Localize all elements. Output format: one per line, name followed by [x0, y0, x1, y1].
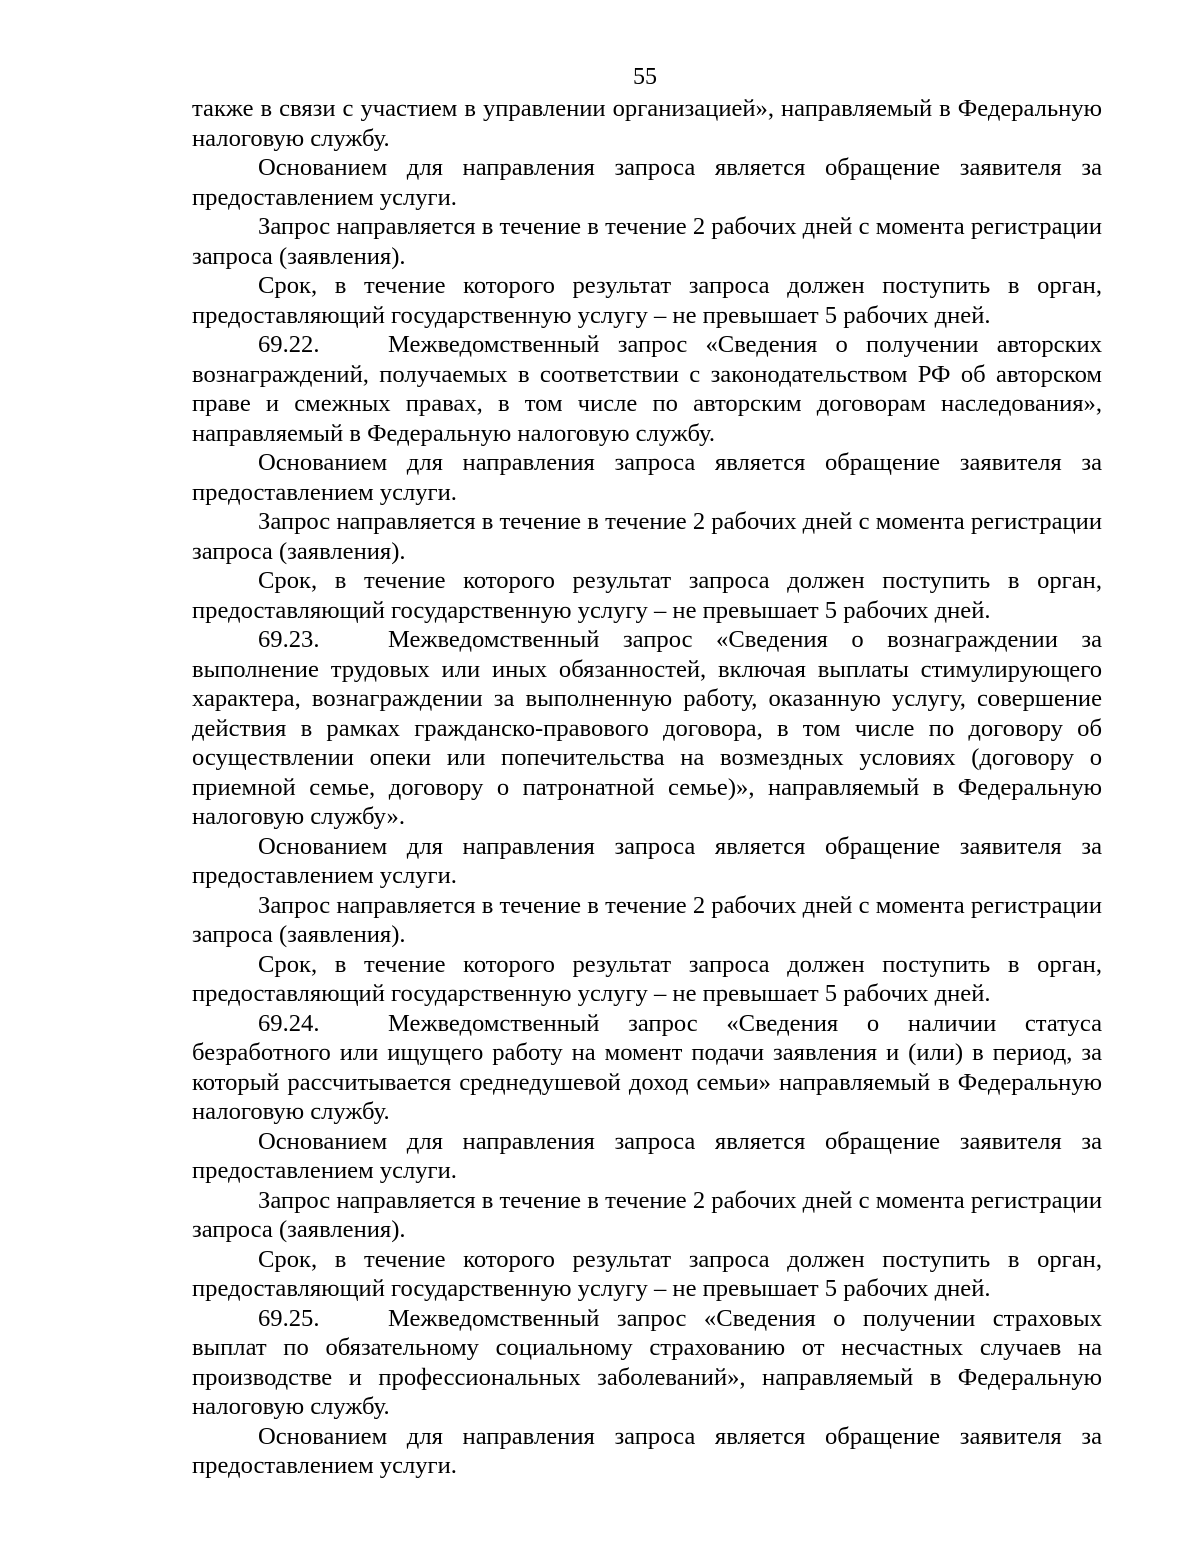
paragraph: Запрос направляется в течение в течение 2 рабочих дней с момента регистрации запроса (заявления). — [192, 1186, 1102, 1243]
numbered-paragraph — [192, 625, 1102, 832]
paragraph: Срок, в течение которого результат запроса должен поступить в орган, предоставляющий государственную услугу – не превышает 5 рабочих дней. — [192, 272, 1102, 329]
paragraph-text: Межведомственный запрос «Сведения о получении страховых выплат по обязательному социальному страхованию от несчастных случаев на производстве и профессиональных заболеваний», направляемый в Федеральную налоговую службу. — [192, 1304, 1102, 1420]
paragraph: Запрос направляется в течение в течение 2 рабочих дней с момента регистрации запроса (заявления). — [192, 891, 1102, 948]
paragraph-text: Межведомственный запрос «Сведения о наличии статуса безработного или ищущего работу на момент подачи заявления и (или) в период, за который рассчитывается среднедушевой доход семьи» направляемый в Федеральную налоговую службу. — [192, 1009, 1102, 1125]
paragraph: также в связи с участием в управлении организацией», направляемый в Федеральную налоговую службу. — [192, 95, 1102, 152]
paragraph: Основанием для направления запроса является обращение заявителя за предоставлением услуги. — [192, 1127, 1102, 1184]
section-number: 69.25. — [258, 1304, 320, 1332]
numbered-paragraph — [192, 1009, 1102, 1127]
paragraph: Срок, в течение которого результат запроса должен поступить в орган, предоставляющий государственную услугу – не превышает 5 рабочих дней. — [192, 1245, 1102, 1302]
paragraph: Основанием для направления запроса является обращение заявителя за предоставлением услуги. — [192, 1422, 1102, 1479]
paragraph-text: Межведомственный запрос «Сведения о получении авторских вознаграждений, получаемых в соответствии с законодательством РФ об авторском праве и смежных правах, в том числе по авторским договорам наследования», направляемый в Федеральную налоговую службу. — [192, 331, 1102, 447]
paragraph: Запрос направляется в течение в течение 2 рабочих дней с момента регистрации запроса (заявления). — [192, 508, 1102, 565]
numbered-paragraph — [192, 330, 1102, 448]
document-body — [192, 94, 1102, 1481]
section-number: 69.24. — [258, 1009, 320, 1037]
paragraph: Срок, в течение которого результат запроса должен поступить в орган, предоставляющий государственную услугу – не превышает 5 рабочих дней. — [192, 950, 1102, 1007]
paragraph: Срок, в течение которого результат запроса должен поступить в орган, предоставляющий государственную услугу – не превышает 5 рабочих дней. — [192, 567, 1102, 624]
page-number: 55 — [633, 64, 657, 90]
paragraph: Основанием для направления запроса является обращение заявителя за предоставлением услуги. — [192, 832, 1102, 889]
paragraph: Запрос направляется в течение в течение 2 рабочих дней с момента регистрации запроса (заявления). — [192, 213, 1102, 270]
paragraph: Основанием для направления запроса является обращение заявителя за предоставлением услуги. — [192, 154, 1102, 211]
section-number: 69.23. — [258, 626, 320, 653]
paragraph-text: Межведомственный запрос «Сведения о вознаграждении за выполнение трудовых или иных обязанностей, включая выплаты стимулирующего характера, вознаграждении за выполненную работу, оказанную услугу, совершение действия в рамках гражданско-правового договора, в том числе по договору об осуществлении опеки или попечительства на возмездных условиях (договору о приемной семье, договору о патронатной семье)», направляемый в Федеральную налоговую службу». — [192, 626, 1102, 830]
paragraph: Основанием для направления запроса является обращение заявителя за предоставлением услуги. — [192, 449, 1102, 506]
section-number: 69.22. — [258, 331, 320, 358]
numbered-paragraph — [192, 1304, 1102, 1422]
